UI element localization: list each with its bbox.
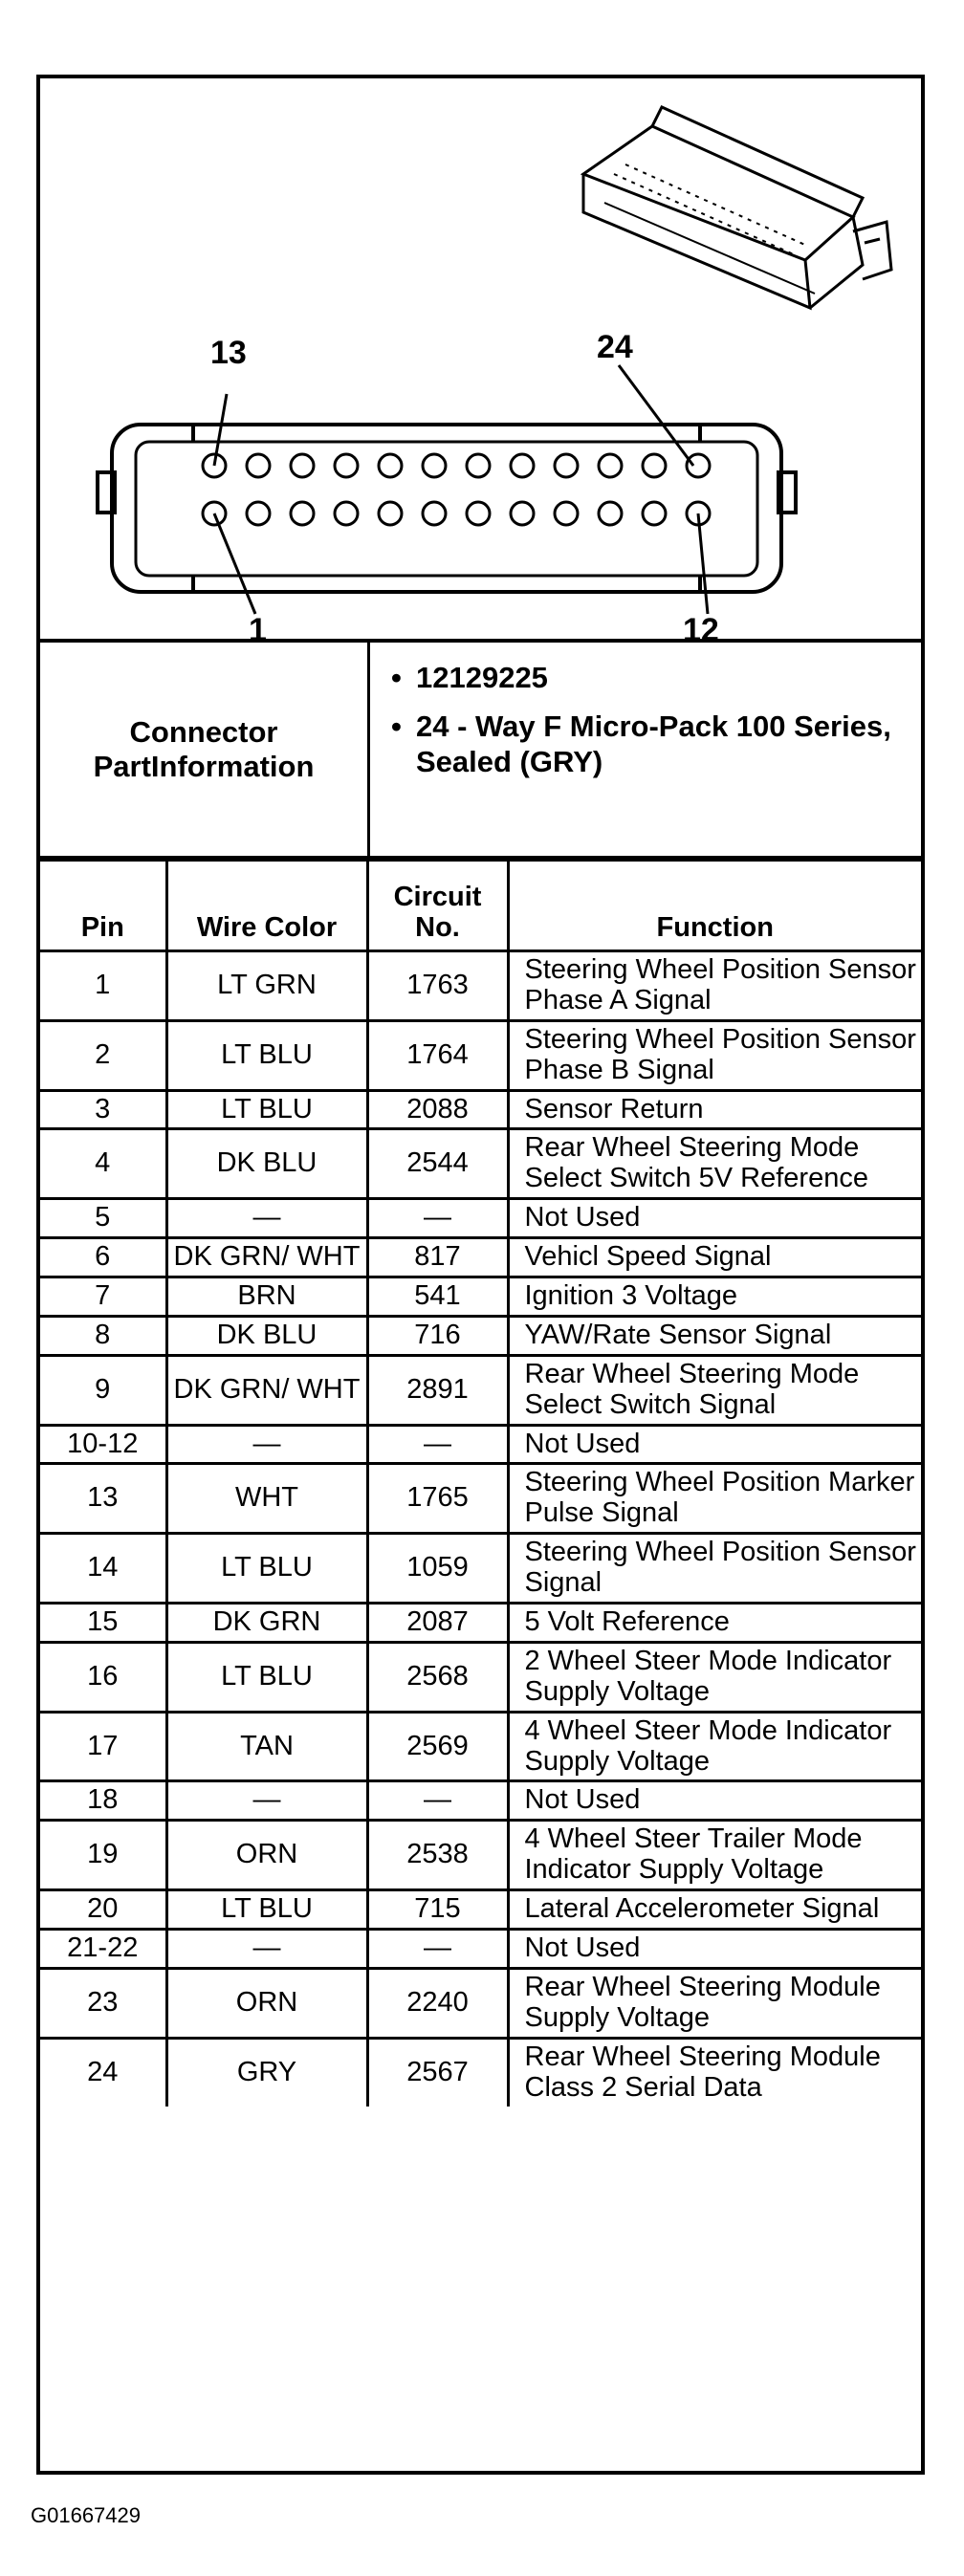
pin-row bbox=[40, 1464, 921, 1534]
function-cell: Not Used bbox=[508, 1781, 921, 1821]
wire-color-cell: DK BLU bbox=[166, 1129, 367, 1199]
circuit-cell: 2087 bbox=[367, 1604, 508, 1643]
pin-hole bbox=[599, 454, 622, 477]
wire-color-cell: LT GRN bbox=[166, 951, 367, 1021]
wire-color-cell: — bbox=[166, 1781, 367, 1821]
circuit-cell: 817 bbox=[367, 1238, 508, 1277]
connector-label-line1: Connector bbox=[129, 714, 278, 749]
pin-row bbox=[40, 2038, 921, 2106]
pin-row bbox=[40, 1090, 921, 1129]
connector-face-drawing bbox=[40, 78, 921, 639]
function-cell: Steering Wheel Position Sensor Signal bbox=[508, 1534, 921, 1604]
pin-row bbox=[40, 951, 921, 1021]
circuit-cell: — bbox=[367, 1425, 508, 1464]
pin-row bbox=[40, 1781, 921, 1821]
pin-hole bbox=[687, 454, 710, 477]
pin-hole bbox=[247, 502, 270, 525]
pin-hole bbox=[467, 454, 490, 477]
circuit-cell: 1764 bbox=[367, 1020, 508, 1090]
pin-cell: 20 bbox=[40, 1890, 166, 1930]
circuit-cell: — bbox=[367, 1199, 508, 1238]
function-cell: Not Used bbox=[508, 1930, 921, 1969]
header-wire-color: Wire Color bbox=[166, 861, 367, 951]
pin-hole bbox=[511, 502, 534, 525]
function-cell: Lateral Accelerometer Signal bbox=[508, 1890, 921, 1930]
function-cell: YAW/Rate Sensor Signal bbox=[508, 1316, 921, 1355]
pin-label-13: 13 bbox=[210, 335, 247, 371]
pin-hole bbox=[599, 502, 622, 525]
wire-color-cell: WHT bbox=[166, 1464, 367, 1534]
circuit-cell: 2544 bbox=[367, 1129, 508, 1199]
pin-row bbox=[40, 1316, 921, 1355]
pin-hole bbox=[291, 454, 314, 477]
pin-table-header bbox=[40, 861, 921, 951]
function-cell: Steering Wheel Position Marker Pulse Signal bbox=[508, 1464, 921, 1534]
wire-color-cell: DK GRN bbox=[166, 1604, 367, 1643]
pin-row bbox=[40, 1199, 921, 1238]
pin-hole bbox=[423, 454, 446, 477]
pin-cell: 4 bbox=[40, 1129, 166, 1199]
pin-hole bbox=[555, 502, 578, 525]
header-function: Function bbox=[508, 861, 921, 951]
circuit-cell: 2568 bbox=[367, 1642, 508, 1712]
pin-cell: 2 bbox=[40, 1020, 166, 1090]
circuit-cell: 2240 bbox=[367, 1968, 508, 2038]
circuit-cell: 2891 bbox=[367, 1355, 508, 1425]
pin-cell: 8 bbox=[40, 1316, 166, 1355]
pin-row bbox=[40, 1712, 921, 1781]
connector-sheet bbox=[36, 75, 925, 2475]
function-cell: Rear Wheel Steering Module Supply Voltage bbox=[508, 1968, 921, 2038]
pin-row bbox=[40, 1821, 921, 1890]
wire-color-cell: DK GRN/ WHT bbox=[166, 1355, 367, 1425]
circuit-cell: 2569 bbox=[367, 1712, 508, 1781]
pin-cell: 23 bbox=[40, 1968, 166, 2038]
pin-row bbox=[40, 1930, 921, 1969]
pin-cell: 16 bbox=[40, 1642, 166, 1712]
wire-color-cell: LT BLU bbox=[166, 1090, 367, 1129]
pin-hole bbox=[247, 454, 270, 477]
wire-color-cell: DK GRN/ WHT bbox=[166, 1238, 367, 1277]
wire-color-cell: — bbox=[166, 1930, 367, 1969]
wire-color-cell: LT BLU bbox=[166, 1020, 367, 1090]
circuit-cell: 715 bbox=[367, 1890, 508, 1930]
circuit-cell: 2567 bbox=[367, 2038, 508, 2106]
pin-cell: 1 bbox=[40, 951, 166, 1021]
part-number: 12129225 bbox=[416, 661, 548, 694]
pin-cell: 5 bbox=[40, 1199, 166, 1238]
connector-3d-sketch bbox=[583, 107, 891, 308]
wire-color-cell: BRN bbox=[166, 1277, 367, 1317]
pin-hole bbox=[511, 454, 534, 477]
circuit-cell: 541 bbox=[367, 1277, 508, 1317]
function-cell: Not Used bbox=[508, 1199, 921, 1238]
connector-type: 24 - Way F Micro-Pack 100 Series, Sealed (GRY) bbox=[416, 709, 891, 779]
pin-table bbox=[40, 859, 921, 2107]
pin-hole bbox=[379, 454, 402, 477]
function-cell: Steering Wheel Position Sensor Phase B Signal bbox=[508, 1020, 921, 1090]
pin-row bbox=[40, 1642, 921, 1712]
pin-row bbox=[40, 1604, 921, 1643]
pin-hole bbox=[643, 454, 666, 477]
circuit-cell: 1765 bbox=[367, 1464, 508, 1534]
pin-cell: 14 bbox=[40, 1534, 166, 1604]
connector-diagram bbox=[40, 78, 921, 648]
pin-row bbox=[40, 1968, 921, 2038]
connector-info-label bbox=[40, 643, 370, 856]
function-cell: Rear Wheel Steering Module Class 2 Serial Data bbox=[508, 2038, 921, 2106]
pin-hole bbox=[423, 502, 446, 525]
part-number-item: • 12129225 bbox=[391, 661, 548, 694]
pin-row bbox=[40, 1534, 921, 1604]
function-cell: 5 Volt Reference bbox=[508, 1604, 921, 1643]
connector-3d-pins bbox=[614, 164, 807, 255]
function-cell: 2 Wheel Steer Mode Indicator Supply Voltage bbox=[508, 1642, 921, 1712]
wire-color-cell: LT BLU bbox=[166, 1642, 367, 1712]
pin-hole bbox=[467, 502, 490, 525]
function-cell: Ignition 3 Voltage bbox=[508, 1277, 921, 1317]
pin-row bbox=[40, 1129, 921, 1199]
connector-label-line2: PartInformation bbox=[93, 749, 315, 783]
pin-holes bbox=[203, 454, 710, 525]
circuit-cell: 2538 bbox=[367, 1821, 508, 1890]
connector-info-values bbox=[370, 643, 921, 856]
figure-id: G01667429 bbox=[31, 2503, 141, 2527]
wire-color-cell: TAN bbox=[166, 1712, 367, 1781]
pin-cell: 6 bbox=[40, 1238, 166, 1277]
pin-row bbox=[40, 1238, 921, 1277]
pin-cell: 15 bbox=[40, 1604, 166, 1643]
pin-row bbox=[40, 1020, 921, 1090]
function-cell: Rear Wheel Steering Mode Select Switch Signal bbox=[508, 1355, 921, 1425]
pin-cell: 18 bbox=[40, 1781, 166, 1821]
wire-color-cell: LT BLU bbox=[166, 1890, 367, 1930]
pin-hole bbox=[291, 502, 314, 525]
pin-cell: 9 bbox=[40, 1355, 166, 1425]
pin-row bbox=[40, 1277, 921, 1317]
wire-color-cell: — bbox=[166, 1199, 367, 1238]
connector-part-info bbox=[40, 643, 921, 859]
pin-row bbox=[40, 1355, 921, 1425]
function-cell: Steering Wheel Position Sensor Phase A Signal bbox=[508, 951, 921, 1021]
wire-color-cell: — bbox=[166, 1425, 367, 1464]
wire-color-cell: ORN bbox=[166, 1968, 367, 2038]
wire-color-cell: ORN bbox=[166, 1821, 367, 1890]
pin-hole bbox=[379, 502, 402, 525]
pin-cell: 24 bbox=[40, 2038, 166, 2106]
function-cell: Sensor Return bbox=[508, 1090, 921, 1129]
pin-cell: 19 bbox=[40, 1821, 166, 1890]
circuit-cell: 2088 bbox=[367, 1090, 508, 1129]
pin-row bbox=[40, 1425, 921, 1464]
pin-cell: 13 bbox=[40, 1464, 166, 1534]
pin-label-12: 12 bbox=[683, 612, 719, 648]
pin-cell: 7 bbox=[40, 1277, 166, 1317]
function-cell: 4 Wheel Steer Mode Indicator Supply Voltage bbox=[508, 1712, 921, 1781]
wire-color-cell: GRY bbox=[166, 2038, 367, 2106]
circuit-cell: 716 bbox=[367, 1316, 508, 1355]
pin-cell: 21-22 bbox=[40, 1930, 166, 1969]
function-cell: Rear Wheel Steering Mode Select Switch 5V Reference bbox=[508, 1129, 921, 1199]
pin-hole bbox=[643, 502, 666, 525]
function-cell: Vehicl Speed Signal bbox=[508, 1238, 921, 1277]
pin-hole bbox=[555, 454, 578, 477]
circuit-cell: — bbox=[367, 1930, 508, 1969]
pin-cell: 17 bbox=[40, 1712, 166, 1781]
function-cell: 4 Wheel Steer Trailer Mode Indicator Supply Voltage bbox=[508, 1821, 921, 1890]
wire-color-cell: DK BLU bbox=[166, 1316, 367, 1355]
header-pin: Pin bbox=[40, 861, 166, 951]
connector-type-item: • 24 - Way F Micro-Pack 100 Series, Sealed (GRY) bbox=[391, 709, 921, 779]
wire-color-cell: LT BLU bbox=[166, 1534, 367, 1604]
circuit-cell: 1763 bbox=[367, 951, 508, 1021]
pin-row bbox=[40, 1890, 921, 1930]
circuit-cell: — bbox=[367, 1781, 508, 1821]
pin-cell: 3 bbox=[40, 1090, 166, 1129]
pin-label-1: 1 bbox=[249, 612, 267, 648]
pin-hole bbox=[335, 502, 358, 525]
pin-label-24: 24 bbox=[597, 329, 633, 365]
circuit-cell: 1059 bbox=[367, 1534, 508, 1604]
pin-hole bbox=[335, 454, 358, 477]
header-circuit: Circuit No. bbox=[367, 861, 508, 951]
function-cell: Not Used bbox=[508, 1425, 921, 1464]
pin-cell: 10-12 bbox=[40, 1425, 166, 1464]
